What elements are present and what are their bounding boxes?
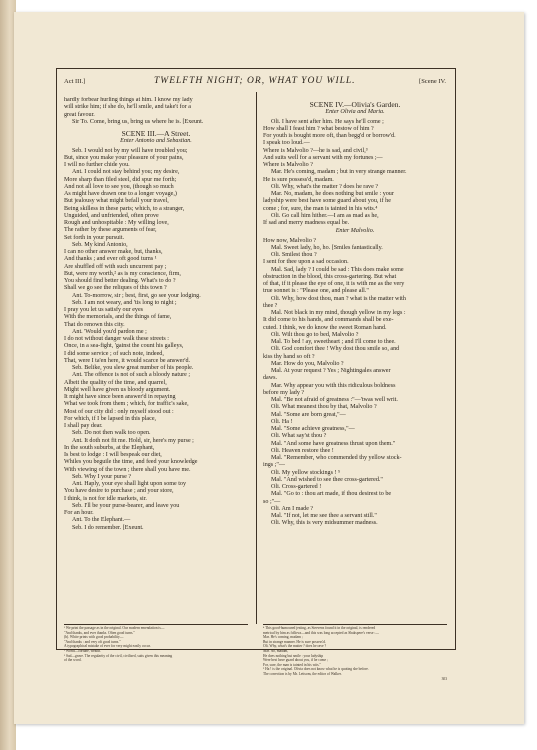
text-line: Mal. Sad, lady ? I could be sad : This does make some — [271, 266, 404, 273]
text-line: Mal. Sweet lady, ho, ho. [Smiles fantastically. — [271, 244, 383, 251]
text-line: Seb. Why I your purse ? — [72, 473, 132, 480]
text-line: I do not without danger walk these streets : — [64, 336, 169, 342]
footnote-line: For, sure, the man is tainted in his wits." — [263, 662, 321, 667]
text-line: Once, in a sea-fight, 'gainst the count his galleys, — [64, 343, 184, 350]
footnote-line: Mar. No, madam, — [263, 648, 289, 653]
text-line: Where is Malvolio ? — [263, 162, 313, 168]
header-title: TWELFTH NIGHT; OR, WHAT YOU WILL. — [154, 76, 356, 86]
text-line: Most of our city did : only myself stood out : — [64, 408, 174, 415]
text-line: Mal. "And wished to see thee cross-gartered." — [271, 476, 383, 483]
footnote-line: metrical by him as follows—and this was long accepted as Shakspere's verse :— — [263, 630, 380, 635]
text-line: Mal. At your request ? Yes ; Nightingales answer — [271, 368, 391, 374]
text-line: Ant. The offence is not of such a bloody nature ; — [72, 372, 191, 379]
footnote-line: The correction is by Mr. Lettsom, the editor of Walker. — [263, 671, 342, 676]
text-line: Albeit the quality of the time, and quarrel, — [64, 379, 167, 386]
text-line: before my lady ? — [263, 389, 305, 396]
text-line: Oli. Wilt thou go to bed, Malvolio ? — [271, 331, 359, 338]
text-line: Ant. To-morrow, sir ; best, first, go see your lodging. — [72, 292, 201, 299]
footnote-line: of the word. — [64, 658, 82, 663]
text-line: Oli. Ha ! — [271, 418, 293, 425]
text-line: Mal. "If not, let me see thee a servant still." — [271, 513, 377, 519]
text-line: Mar. No, madam, he does nothing but smile : your — [271, 191, 394, 197]
text-line: Seb. Belike, you slew great number of his people. — [72, 365, 194, 371]
text-line: Ant. To the Elephant.— — [72, 517, 131, 524]
text-line: Shall we go see the reliques of this town ? — [64, 285, 167, 292]
text-line: Mal. "Remember, who commended thy yellow stock- — [271, 455, 402, 461]
text-line: of that, if it please the eye of one, it is with me as the very — [263, 281, 405, 287]
text-line: Being skilless in these parts; which, to a stranger, — [64, 205, 185, 212]
text-line: Mal. "Some are born great,"— — [271, 411, 346, 418]
footnote-line: Were best have guard about you, if he come ; — [263, 658, 328, 663]
text-line: I did some service ; of such note, indeed, — [64, 350, 164, 357]
text-line: Mar. How do you, Malvolio ? — [271, 360, 344, 367]
text-line: And suits well for a servant with my fortunes ;— — [263, 154, 383, 161]
text-line: And not all love to see you, (though so much — [64, 183, 174, 190]
header-act: Act III.] — [64, 78, 86, 85]
running-header — [64, 76, 446, 90]
text-line: Rough and unhospitable : My willing love, — [64, 220, 169, 226]
footnote-line: But in strange manner. He is sure possess'd. — [263, 639, 326, 644]
text-line: Where is Malvolio ?—he is sad, and civil,³ — [263, 147, 368, 154]
footnote-line: Mar. He's coming, madam ; — [263, 635, 303, 640]
footnote-line: He does nothing but smile : your ladyship — [263, 653, 324, 658]
footnote-line: ¹ We print the passage as in the original. Our modern emendation is— — [64, 626, 165, 630]
text-line: What we took from them ; which, for traffic's sake, — [64, 401, 189, 408]
text-line: Seb. Do not then walk too open. — [72, 430, 151, 437]
text-line: Seb. I'll be your purse-bearer, and leave you — [72, 502, 180, 509]
text-line: so ;"— — [263, 498, 281, 505]
text-line: Sir To. Come, bring us, bring us where he is. [Exeunt. — [72, 118, 204, 125]
footnotes-left — [64, 626, 248, 663]
footnote-line: (b). White prints with good probability— — [64, 635, 124, 640]
text-line: With the memorials, and the things of fame, — [64, 314, 172, 321]
text-line: But, were my worth,² as is my conscience, firm, — [64, 270, 181, 277]
text-line: hardly forbear hurling things at him. I know my lady — [64, 97, 193, 103]
left-column — [64, 97, 248, 623]
text-line: You have desire to purchase ; and your store, — [64, 488, 174, 495]
text-line: Mal. To bed ! ay, sweetheart ; and I'll come to thee. — [271, 339, 396, 345]
text-line: Oli. Why, this is very midsummer madness. — [271, 520, 378, 527]
stage-direction: Enter Malvolio. — [335, 228, 375, 235]
text-line: true sonnet is : "Please one, and please all." — [263, 288, 369, 295]
text-line: With viewing of the town ; there shall you have me. — [64, 466, 191, 473]
text-line: Oli. I have sent after him. He says he'll come ; — [271, 118, 384, 125]
text-line: For an hour. — [64, 510, 94, 516]
text-line: That, were I ta'en here, it would scarce be answer'd. — [64, 357, 191, 364]
text-line: ings ;"— — [263, 462, 285, 469]
text-line: Mar. Why appear you with this ridiculous boldness — [271, 382, 396, 389]
footnotes-right — [263, 626, 447, 681]
scene-heading: SCENE III.—A Street. — [121, 129, 191, 138]
text-line: I shall pay dear. — [64, 423, 103, 429]
text-line: In the south suburbs, at the Elephant, — [64, 444, 155, 451]
text-line: I pray you let us satisfy our eyes — [64, 307, 144, 313]
text-line: Mar. He's coming, madam ; but in very strange manner. — [271, 169, 407, 176]
text-line: Ant. 'Would you'd pardon me ; — [72, 328, 147, 335]
text-line: Seb. I do remember. [Exeunt. — [72, 524, 144, 531]
text-line: It might have since been answer'd in repaying — [64, 394, 176, 400]
column-divider — [256, 92, 257, 624]
text-line: He is sure possess'd, madam. — [263, 176, 334, 183]
text-line: But, since you make your pleasure of your pains, — [64, 154, 184, 161]
footnote-line: ² Worth—fortune, wealth. — [64, 648, 102, 653]
text-line: cuted. I think, we do know the sweet Roman hand. — [263, 324, 387, 331]
text-line: ladyship were best have some guard about you, if he — [263, 198, 391, 205]
right-column — [263, 97, 447, 623]
text-line: great favour. — [64, 111, 95, 118]
footnote-line: "And thanks, and ever thanks. Often good turns." — [64, 630, 135, 635]
text-line: That do renown this city. — [64, 321, 125, 328]
text-line: You should find better dealing. What's to do ? — [64, 278, 176, 284]
text-line: Are shuffled off with such uncurrent pay ; — [64, 263, 167, 270]
footnote-line: ⁴ This good-humoured jesting, as Steevens found it in the original, is rendered — [263, 626, 376, 630]
text-line: Oli. Go call him hither.—I am as mad as he, — [271, 212, 379, 219]
footnote-line: ⁵ Ha ! is the original. Olivia does not know what he is quoting she before. — [263, 667, 369, 672]
header-scene: [Scene IV. — [419, 78, 446, 85]
text-line: Oli. Why, what's the matter ? does he rave ? — [271, 183, 379, 190]
text-line: As might have drawn one to a longer voyage,) — [64, 191, 177, 197]
text-line: If sad and merry madness equal be. — [263, 220, 350, 226]
footnote-line: A typographical mistake of ever for very might easily occur. — [64, 644, 151, 649]
page-number: 303 — [441, 676, 447, 681]
text-line: Seb. I am not weary, and 'tis long to night ; — [72, 299, 177, 306]
text-line: More sharp than filed steel, did spur me forth; — [64, 176, 177, 183]
text-line: Is best to lodge : I will bespeak our diet, — [64, 452, 162, 458]
text-line: I sent for thee upon a sad occasion. — [263, 259, 349, 266]
text-line: Oli. Why, how dost thou, man ? what is the matter with — [271, 295, 406, 302]
text-line: I will no further chide you. — [64, 162, 130, 168]
text-line: will strike him; if she do, he'll smile, and take't for a — [64, 104, 191, 111]
text-line: Oli. God comfort thee ! Why dost thou smile so, and — [271, 346, 400, 353]
text-line: Mal. "Go to : thou art made, if thou desirest to be — [271, 491, 392, 498]
text-line: Seb. I would not by my will have troubled you; — [72, 147, 188, 154]
text-line: Mal. Not black in my mind, though yellow in my legs : — [271, 310, 406, 316]
text-line: I can no other answer make, but, thanks, — [64, 249, 163, 255]
text-line: Seb. My kind Antonio, — [72, 241, 128, 248]
text-line: The rather by these arguments of fear, — [64, 227, 157, 234]
text-line: Ant. It doth not fit me. Hold, sir, here's my purse ; — [72, 437, 194, 444]
text-line: Oli. Cross-gartered ! — [271, 484, 322, 490]
text-line: Oli. What meanest thou by that, Malvolio ? — [271, 404, 377, 411]
text-line: It did come to his hands, and commands shall be exe- — [263, 317, 394, 324]
text-line: come ; for, sure, the man is tainted in his wits.⁴ — [263, 205, 378, 212]
text-line: For youth is bought more oft, than begg'd or borrow'd. — [263, 133, 396, 139]
footnote-rule-right — [263, 624, 447, 625]
text-line: Ant. I could not stay behind you; my desire, — [72, 169, 180, 176]
text-line: kiss thy hand so oft ? — [263, 353, 315, 360]
text-line: Oli. Smilest thou ? — [271, 252, 317, 258]
footnote-line: "And thanks : and very oft good turns." — [64, 639, 121, 644]
text-line: Ant. Haply, your eye shall light upon some toy — [72, 481, 187, 487]
text-line: And thanks ; and ever oft good turns ¹ — [64, 256, 157, 263]
text-line: How shall I feast him ? what bestow of him ? — [263, 125, 374, 132]
text-line: Mal. "And some have greatness thrust upon them." — [271, 440, 396, 447]
text-line: Might well have given us bloody argument. — [64, 386, 171, 393]
text-line: Oli. My yellow stockings ! ⁵ — [271, 469, 341, 476]
stage-direction: Enter Olivia and Maria. — [325, 109, 385, 116]
text-line: For which, if I be lapsed in this place, — [64, 415, 157, 422]
text-line: Oli. Heaven restore thee ! — [271, 447, 334, 454]
text-line: obstruction in the blood, this cross-gartering. But what — [263, 273, 397, 280]
footnote-rule-left — [64, 624, 248, 625]
text-line: Oli. What say'st thou ? — [271, 433, 327, 440]
text-line: Whiles you beguile the time, and feed your knowledge — [64, 459, 198, 466]
text-line: But jealousy what might befall your travel, — [64, 198, 169, 205]
text-line: Mal. "Some achieve greatness,"— — [271, 426, 355, 432]
text-line: daws. — [263, 375, 278, 382]
stage-direction: Enter Antonio and Sebastian. — [120, 138, 192, 145]
text-line: I think, is not for idle markets, sir. — [64, 495, 147, 502]
text-line: Mal. "Be not afraid of greatness :"—'twas well writ. — [271, 397, 398, 403]
footnote-line: ³ Sad—grave. The regularity of the civil, civilised, suits given this meaning — [64, 653, 173, 658]
text-line: Set forth in your pursuit. — [64, 234, 125, 241]
text-line: Oli. Am I made ? — [271, 505, 314, 512]
text-line: How now, Malvolio ? — [263, 237, 317, 244]
footnote-line: Oli. Why, what's the matter ? does he rave ? — [263, 644, 327, 649]
text-line: Unguided, and unfriended, often prove — [64, 212, 159, 219]
text-line: thee ? — [263, 302, 278, 309]
scene-heading: SCENE IV.—Olivia's Garden. — [309, 100, 401, 109]
text-line: I speak too loud.— — [263, 140, 310, 147]
